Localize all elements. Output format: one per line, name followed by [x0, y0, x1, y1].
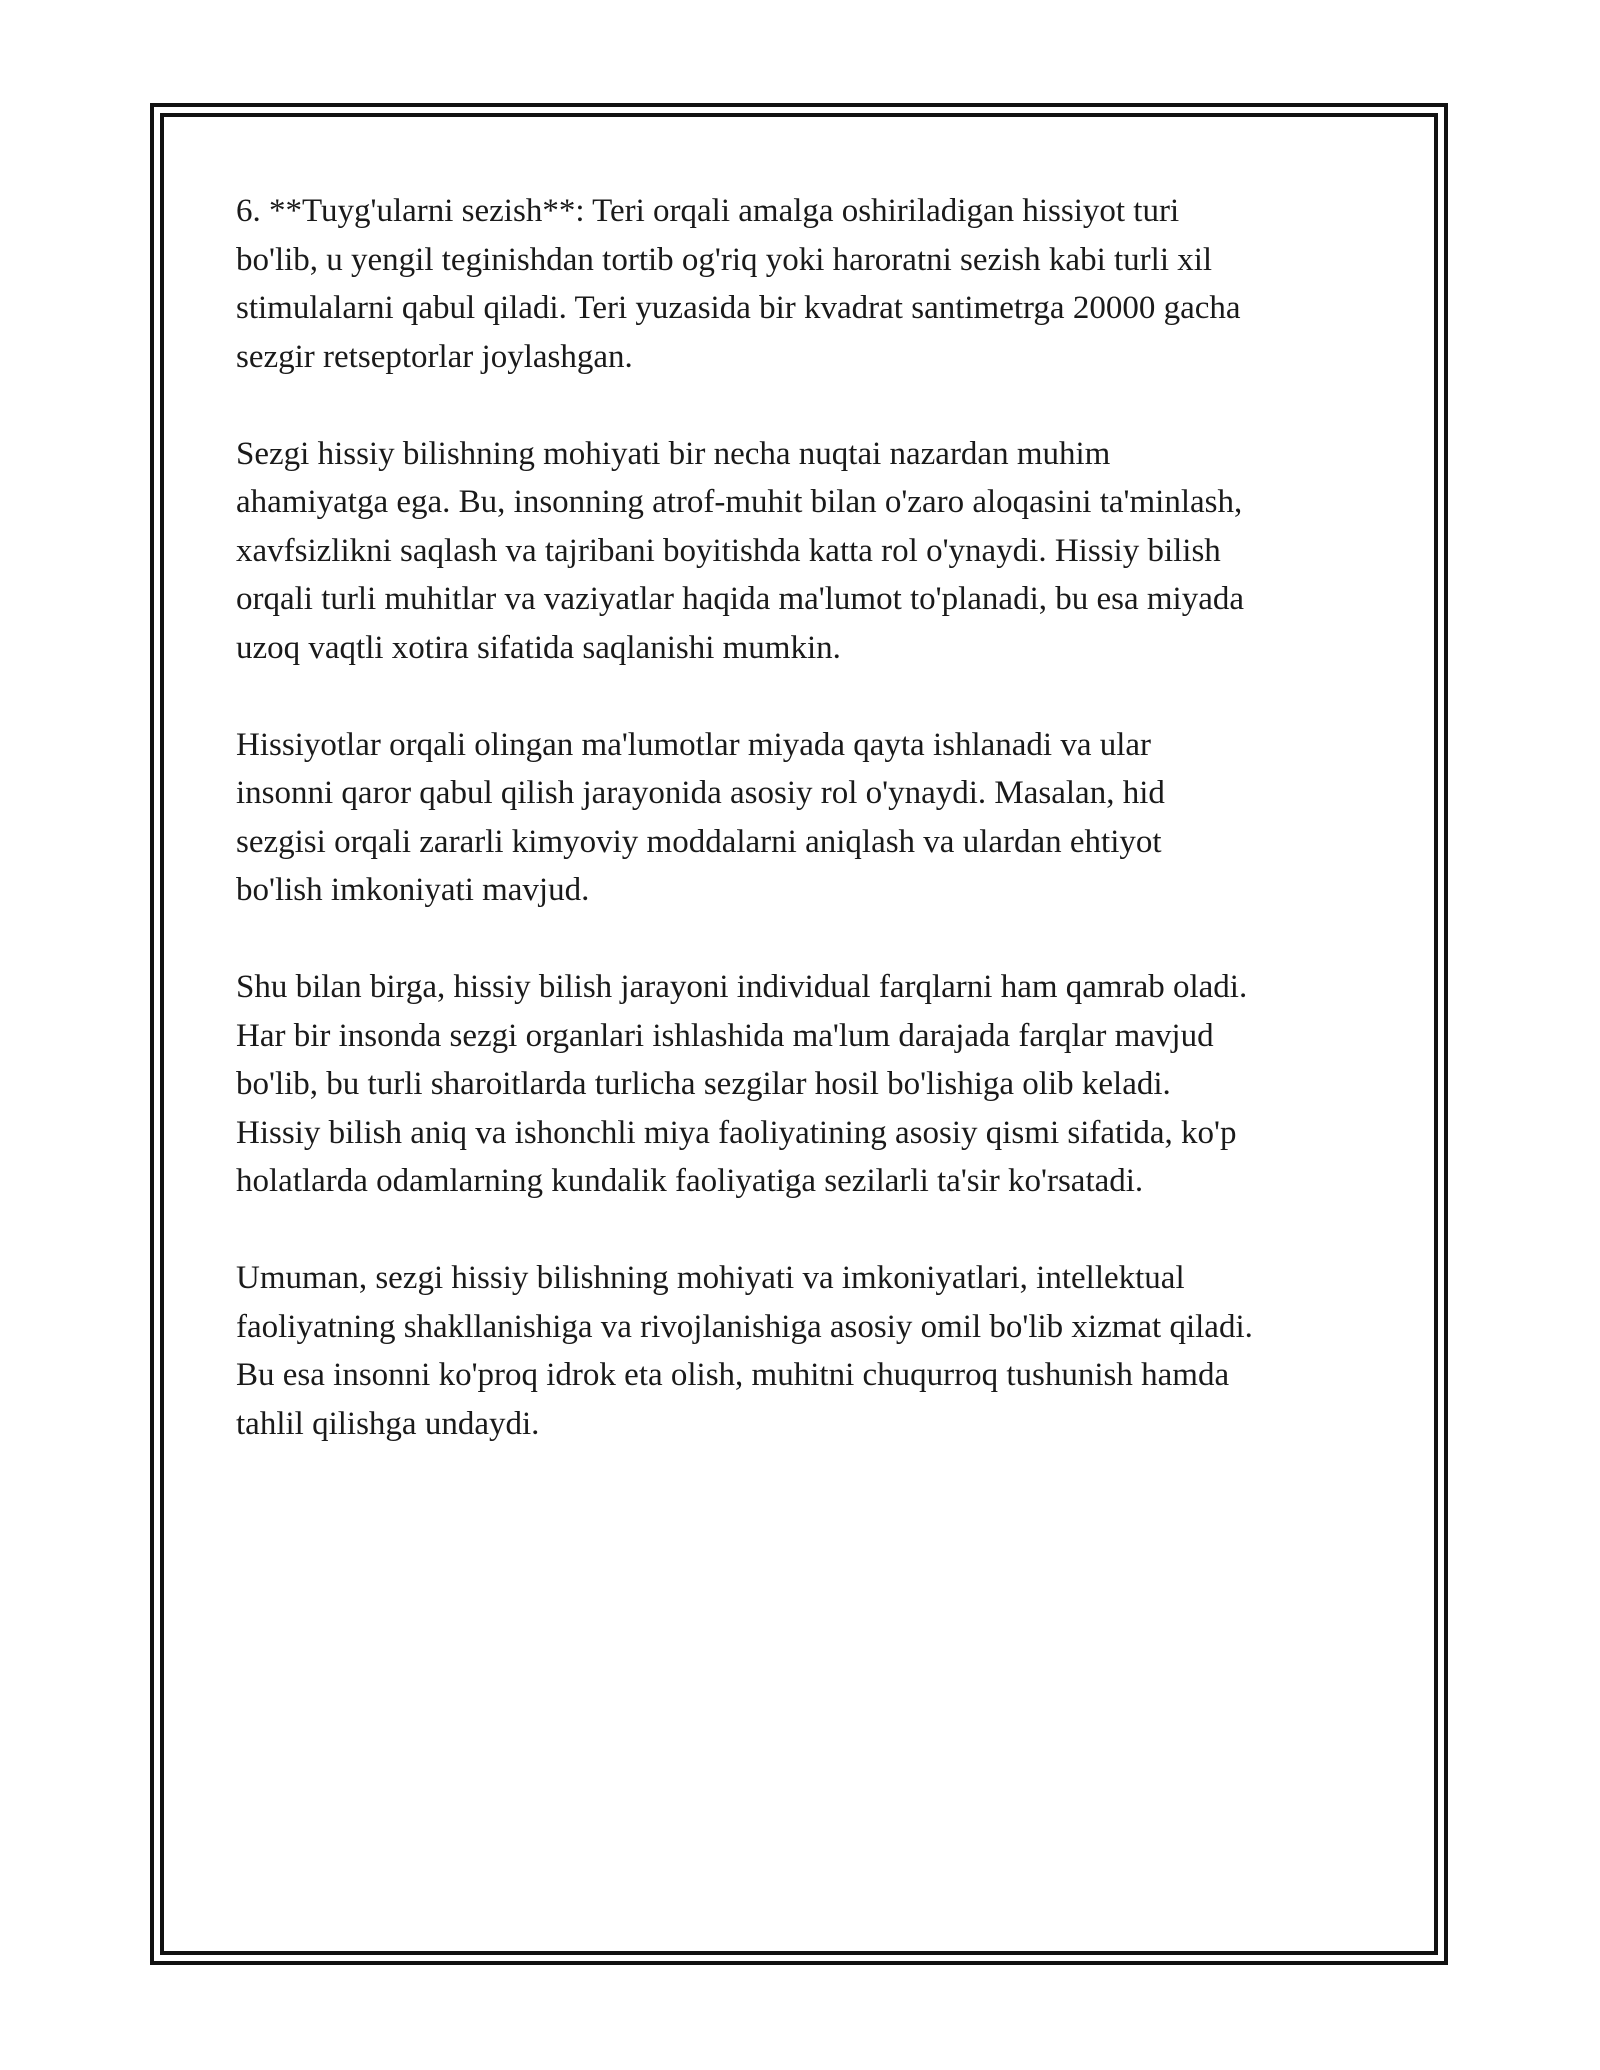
paragraph-line: stimulalarni qabul qiladi. Teri yuzasida bir kvadrat santimetrga 20000 gacha — [236, 290, 1241, 326]
paragraph-line: sezgir retseptorlar joylashgan. — [236, 338, 633, 375]
paragraph-line: ahamiyatga ega. Bu, insonning atrof-muhit bilan o'zaro aloqasini ta'minlash, — [236, 484, 1243, 520]
paragraph-line: holatlarda odamlarning kundalik faoliyatiga sezilarli ta'sir ko'rsatadi. — [236, 1163, 1144, 1199]
paragraph-line: Bu esa insonni ko'proq idrok eta olish, muhitni chuqurroq tushunish hamda — [236, 1357, 1230, 1393]
paragraph-line: faoliyatning shakllanishiga va rivojlanishiga asosiy omil bo'lib xizmat qiladi. — [236, 1308, 1253, 1345]
paragraph-line: Hissiyotlar orqali olingan ma'lumotlar miyada qayta ishlanadi va ular — [236, 726, 1152, 763]
paragraph-line: bo'lib, bu turli sharoitlarda turlicha sezgilar hosil bo'lishiga olib keladi. — [236, 1066, 1171, 1102]
paragraph-line: 6. **Tuyg'ularni sezish**: Teri orqali amalga oshiriladigan hissiyot turi — [236, 193, 1180, 229]
paragraph-2 — [236, 430, 1386, 673]
paragraph-line: xavfsizlikni saqlash va tajribani boyitishda katta rol o'ynaydi. Hissiy bilish — [236, 532, 1221, 569]
paragraph-1 — [236, 187, 1386, 381]
paragraph-line: Shu bilan birga, hissiy bilish jarayoni individual farqlarni ham qamrab oladi. — [236, 969, 1248, 1005]
paragraph-line: orqali turli muhitlar va vaziyatlar haqida ma'lumot to'planadi, bu esa miyada — [236, 581, 1244, 617]
paragraph-line: insonni qaror qabul qilish jarayonida asosiy rol o'ynaydi. Masalan, hid — [236, 775, 1165, 811]
paragraph-4 — [236, 963, 1386, 1206]
paragraph-line: Umuman, sezgi hissiy bilishning mohiyati va imkoniyatlari, intellektual — [236, 1260, 1185, 1296]
paragraph-line: Hissiy bilish aniq va ishonchli miya faoliyatining asosiy qismi sifatida, ko'p — [236, 1114, 1237, 1151]
paragraph-line: bo'lish imkoniyati mavjud. — [236, 872, 590, 908]
paragraph-line: sezgisi orqali zararli kimyoviy moddalarni aniqlash va ulardan ehtiyot — [236, 823, 1162, 860]
paragraph-5 — [236, 1254, 1386, 1448]
paragraph-line: bo'lib, u yengil teginishdan tortib og'riq yoki haroratni sezish kabi turli xil — [236, 241, 1213, 278]
document-body — [236, 187, 1386, 1497]
paragraph-line: uzoq vaqtli xotira sifatida saqlanishi mumkin. — [236, 629, 841, 666]
paragraph-3 — [236, 721, 1386, 915]
paragraph-line: Sezgi hissiy bilishning mohiyati bir necha nuqtai nazardan muhim — [236, 435, 1111, 472]
paragraph-line: Har bir insonda sezgi organlari ishlashida ma'lum darajada farqlar mavjud — [236, 1017, 1214, 1054]
paragraph-line: tahlil qilishga undaydi. — [236, 1405, 540, 1442]
